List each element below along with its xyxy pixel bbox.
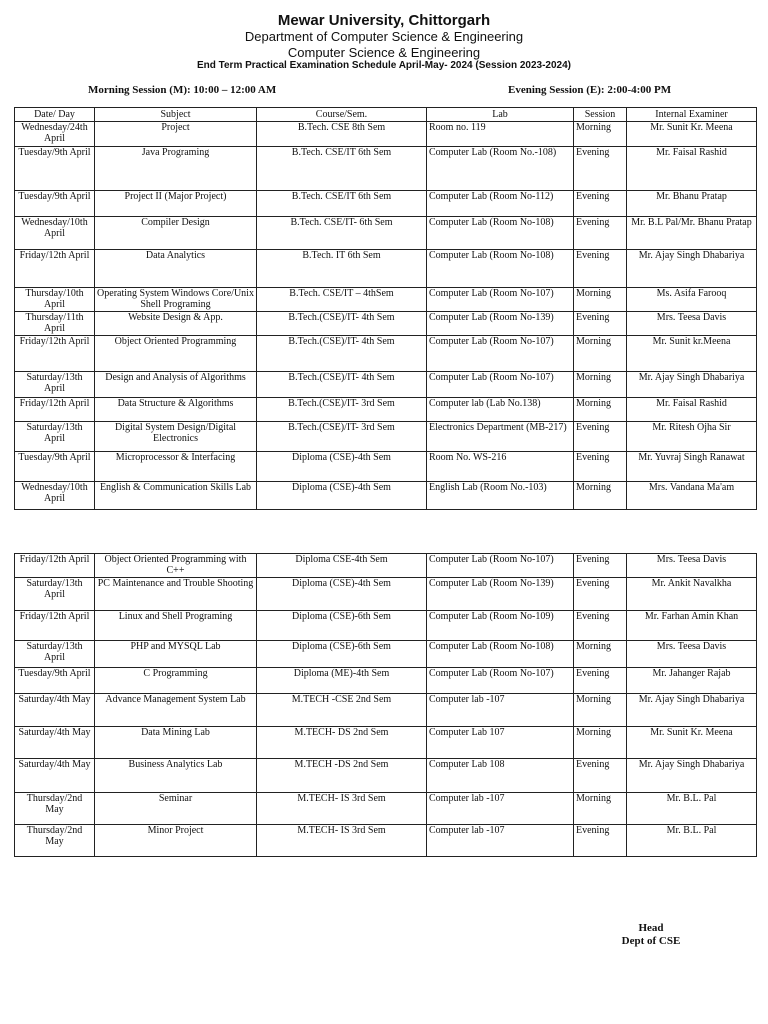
examiner-cell: Mr. Faisal Rashid [627,398,757,422]
lab-cell: Computer lab -107 [427,793,574,825]
session-cell: Evening [574,422,627,452]
lab-cell: Computer Lab (Room No-107) [427,288,574,312]
date-cell: Tuesday/9th April [15,668,95,694]
subject-cell: Linux and Shell Programing [95,611,257,641]
course-cell: Diploma (CSE)-6th Sem [257,641,427,668]
column-header-examiner: Internal Examiner [627,108,757,122]
lab-cell: Computer Lab (Room No-107) [427,668,574,694]
course-cell: B.Tech. IT 6th Sem [257,250,427,288]
session-cell: Evening [574,554,627,578]
schedule-table-main [14,107,757,510]
subject-cell: Project [95,122,257,147]
column-header-subject: Subject [95,108,257,122]
session-cell: Evening [574,611,627,641]
schedule-title: End Term Practical Examination Schedule April-May- 2024 (Session 2023-2024) [196,60,572,71]
subject-cell: Website Design & App. [95,312,257,336]
course-cell: M.TECH -DS 2nd Sem [257,759,427,793]
date-cell: Friday/12th April [15,554,95,578]
lab-cell: Computer Lab 108 [427,759,574,793]
signature-dept: Dept of CSE [621,935,681,947]
table-row [15,759,757,793]
table-row [15,482,757,510]
examiner-cell: Mr. Sunit kr.Meena [627,336,757,372]
column-header-lab: Lab [427,108,574,122]
table-row [15,452,757,482]
table-row [15,372,757,398]
session-cell: Evening [574,668,627,694]
table-row [15,641,757,668]
lab-cell: Computer Lab (Room No-112) [427,191,574,217]
examiner-cell: Mrs. Vandana Ma'am [627,482,757,510]
date-cell: Saturday/4th May [15,694,95,727]
table-row [15,668,757,694]
examiner-cell: Mr. Bhanu Pratap [627,191,757,217]
lab-cell: Computer Lab (Room No-108) [427,250,574,288]
examiner-cell: Mrs. Teesa Davis [627,641,757,668]
lab-cell: English Lab (Room No.-103) [427,482,574,510]
table-row [15,578,757,611]
examiner-cell: Mr. Sunit Kr. Meena [627,122,757,147]
subject-cell: Advance Management System Lab [95,694,257,727]
course-cell: B.Tech. CSE/IT 6th Sem [257,147,427,191]
date-cell: Saturday/13th April [15,422,95,452]
course-cell: M.TECH- IS 3rd Sem [257,825,427,857]
session-cell: Morning [574,122,627,147]
table-row [15,336,757,372]
subject-cell: Object Oriented Programming with C++ [95,554,257,578]
date-cell: Wednesday/10th April [15,482,95,510]
subject-cell: PHP and MYSQL Lab [95,641,257,668]
signature-head: Head [638,922,664,934]
column-header-course: Course/Sem. [257,108,427,122]
subject-cell: Java Programing [95,147,257,191]
course-cell: M.TECH -CSE 2nd Sem [257,694,427,727]
lab-cell: Electronics Department (MB-217) [427,422,574,452]
session-cell: Morning [574,372,627,398]
session-cell: Evening [574,452,627,482]
course-cell: Diploma (CSE)-4th Sem [257,452,427,482]
examiner-cell: Ms. Asifa Farooq [627,288,757,312]
lab-cell: Room No. WS-216 [427,452,574,482]
session-cell: Morning [574,336,627,372]
session-cell: Morning [574,793,627,825]
column-header-session: Session [574,108,627,122]
lab-cell: Computer Lab (Room No-139) [427,312,574,336]
course-cell: B.Tech.(CSE)/IT- 4th Sem [257,372,427,398]
date-cell: Thursday/2nd May [15,793,95,825]
date-cell: Tuesday/9th April [15,147,95,191]
lab-cell: Computer lab -107 [427,694,574,727]
column-header-date: Date/ Day [15,108,95,122]
course-cell: B.Tech.(CSE)/IT- 4th Sem [257,336,427,372]
examiner-cell: Mr. Ajay Singh Dhabariya [627,372,757,398]
subject-cell: Design and Analysis of Algorithms [95,372,257,398]
session-cell: Evening [574,825,627,857]
lab-cell: Computer Lab (Room No-109) [427,611,574,641]
course-cell: B.Tech. CSE/IT – 4thSem [257,288,427,312]
subject-cell: Project II (Major Project) [95,191,257,217]
lab-cell: Computer Lab 107 [427,727,574,759]
subject-cell: Data Mining Lab [95,727,257,759]
table-row [15,793,757,825]
examiner-cell: Mr. Farhan Amin Khan [627,611,757,641]
course-cell: B.Tech. CSE/IT- 6th Sem [257,217,427,250]
date-cell: Wednesday/10th April [15,217,95,250]
date-cell: Friday/12th April [15,250,95,288]
examiner-cell: Mr. B.L Pal/Mr. Bhanu Pratap [627,217,757,250]
course-cell: B.Tech.(CSE)/IT- 3rd Sem [257,422,427,452]
session-cell: Evening [574,312,627,336]
course-cell: Diploma (CSE)-4th Sem [257,578,427,611]
date-cell: Tuesday/9th April [15,452,95,482]
date-cell: Saturday/4th May [15,759,95,793]
examiner-cell: Mr. Yuvraj Singh Ranawat [627,452,757,482]
course-cell: B.Tech. CSE/IT 6th Sem [257,191,427,217]
date-cell: Friday/12th April [15,398,95,422]
lab-cell: Computer lab -107 [427,825,574,857]
table-row [15,611,757,641]
table-row [15,250,757,288]
date-cell: Friday/12th April [15,336,95,372]
subject-cell: PC Maintenance and Trouble Shooting [95,578,257,611]
date-cell: Saturday/13th April [15,372,95,398]
session-cell: Evening [574,578,627,611]
subject-cell: Compiler Design [95,217,257,250]
subject-cell: C Programming [95,668,257,694]
course-cell: M.TECH- DS 2nd Sem [257,727,427,759]
session-cell: Evening [574,217,627,250]
examiner-cell: Mr. Sunit Kr. Meena [627,727,757,759]
subject-cell: Microprocessor & Interfacing [95,452,257,482]
course-cell: Diploma CSE-4th Sem [257,554,427,578]
session-cell: Morning [574,641,627,668]
session-cell: Morning [574,727,627,759]
session-cell: Evening [574,759,627,793]
evening-session-note: Evening Session (E): 2:00-4:00 PM [508,84,672,96]
course-cell: M.TECH- IS 3rd Sem [257,793,427,825]
session-cell: Evening [574,250,627,288]
session-cell: Morning [574,288,627,312]
session-cell: Morning [574,482,627,510]
subject-cell: Seminar [95,793,257,825]
examiner-cell: Mrs. Teesa Davis [627,312,757,336]
subject-cell: Business Analytics Lab [95,759,257,793]
schedule-table-continued [14,553,757,857]
table-row [15,122,757,147]
subject-cell: English & Communication Skills Lab [95,482,257,510]
examiner-cell: Mr. Jahanger Rajab [627,668,757,694]
table-row [15,825,757,857]
session-cell: Morning [574,398,627,422]
department-title: Department of Computer Science & Engineering [244,29,524,44]
table-row [15,694,757,727]
table-row [15,147,757,191]
lab-cell: Computer Lab (Room No-107) [427,336,574,372]
course-cell: Diploma (ME)-4th Sem [257,668,427,694]
table-header-row [15,108,757,122]
examiner-cell: Mr. Ajay Singh Dhabariya [627,759,757,793]
session-cell: Evening [574,147,627,191]
table-row [15,727,757,759]
date-cell: Thursday/11th April [15,312,95,336]
date-cell: Thursday/10th April [15,288,95,312]
lab-cell: Computer Lab (Room No-139) [427,578,574,611]
lab-cell: Computer Lab (Room No-108) [427,217,574,250]
lab-cell: Computer Lab (Room No-107) [427,554,574,578]
date-cell: Thursday/2nd May [15,825,95,857]
course-cell: Diploma (CSE)-6th Sem [257,611,427,641]
date-cell: Saturday/13th April [15,641,95,668]
lab-cell: Computer Lab (Room No-108) [427,641,574,668]
session-cell: Evening [574,191,627,217]
lab-cell: Computer Lab (Room No.-108) [427,147,574,191]
subject-cell: Object Oriented Programming [95,336,257,372]
date-cell: Friday/12th April [15,611,95,641]
examiner-cell: Mr. Ankit Navalkha [627,578,757,611]
lab-cell: Computer lab (Lab No.138) [427,398,574,422]
course-cell: B.Tech. CSE 8th Sem [257,122,427,147]
table-row [15,217,757,250]
date-cell: Wednesday/24th April [15,122,95,147]
examiner-cell: Mr. Ritesh Ojha Sir [627,422,757,452]
lab-cell: Computer Lab (Room No-107) [427,372,574,398]
date-cell: Saturday/4th May [15,727,95,759]
table-row [15,191,757,217]
examiner-cell: Mr. Faisal Rashid [627,147,757,191]
table-row [15,554,757,578]
table-row [15,312,757,336]
examiner-cell: Mr. Ajay Singh Dhabariya [627,694,757,727]
morning-session-note: Morning Session (M): 10:00 – 12:00 AM [88,84,277,96]
subject-cell: Operating System Windows Core/Unix Shell Programing [95,288,257,312]
program-title: Computer Science & Engineering [287,45,481,60]
lab-cell: Room no. 119 [427,122,574,147]
subject-cell: Digital System Design/Digital Electronics [95,422,257,452]
table-row [15,398,757,422]
examiner-cell: Mrs. Teesa Davis [627,554,757,578]
examiner-cell: Mr. B.L. Pal [627,793,757,825]
course-cell: B.Tech.(CSE)/IT- 4th Sem [257,312,427,336]
date-cell: Tuesday/9th April [15,191,95,217]
subject-cell: Minor Project [95,825,257,857]
table-row [15,288,757,312]
examiner-cell: Mr. B.L. Pal [627,825,757,857]
course-cell: Diploma (CSE)-4th Sem [257,482,427,510]
examiner-cell: Mr. Ajay Singh Dhabariya [627,250,757,288]
university-title: Mewar University, Chittorgarh [277,12,491,29]
subject-cell: Data Analytics [95,250,257,288]
date-cell: Saturday/13th April [15,578,95,611]
session-cell: Morning [574,694,627,727]
subject-cell: Data Structure & Algorithms [95,398,257,422]
table-row [15,422,757,452]
course-cell: B.Tech.(CSE)/IT- 3rd Sem [257,398,427,422]
